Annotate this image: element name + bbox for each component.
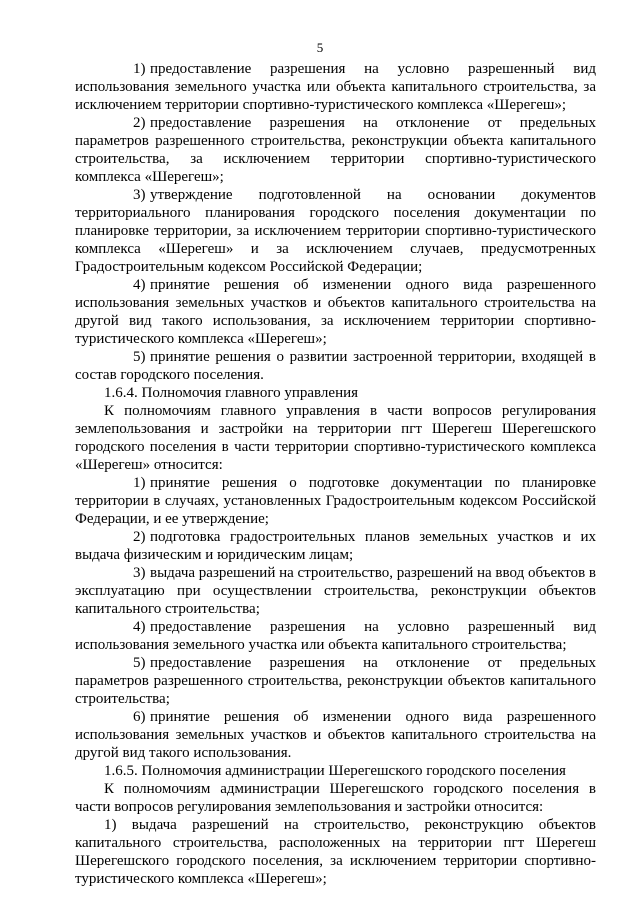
list-item bbox=[75, 186, 596, 276]
item-text: предоставление разрешения на условно разрешенный вид использования земельного участка или объекта капитального строительства; bbox=[75, 619, 596, 653]
heading-text: 1.6.4. Полномочия главного управления bbox=[104, 385, 359, 401]
list-item bbox=[75, 528, 596, 564]
page-number: 5 bbox=[316, 40, 324, 55]
list-item bbox=[75, 816, 596, 888]
item-text: подготовка градостроительных планов земельных участков и их выдача физическим и юридическим лицам; bbox=[75, 529, 596, 563]
list-item bbox=[75, 564, 596, 618]
item-number: 3) bbox=[133, 187, 146, 203]
item-text: предоставление разрешения на отклонение от предельных параметров разрешенного строительства, реконструкции объектов капитального строительства; bbox=[75, 655, 596, 707]
item-number: 2) bbox=[133, 529, 146, 545]
item-text: принятие решения о подготовке документации по планировке территории в случаях, установленных Градостроительным кодексом Российской Федерации, и ее утверждение; bbox=[75, 475, 596, 527]
item-number: 4) bbox=[133, 619, 146, 635]
item-number: 3) bbox=[133, 565, 146, 581]
paragraph-text: К полномочиям администрации Шерегешского городского поселения в части вопросов регулирования землепользования и застройки относится: bbox=[75, 781, 596, 815]
item-text: принятие решения об изменении одного вида разрешенного использования земельных участков и объектов капитального строительства на другой вид такого использования. bbox=[75, 709, 596, 761]
list-item bbox=[75, 618, 596, 654]
item-number: 5) bbox=[133, 349, 146, 365]
item-text: принятие решения об изменении одного вида разрешенного использования земельных участков и объектов капитального строительства на другой вид такого использования, за исключением территории спортивно-туристического комплекса «Шерегеш»; bbox=[75, 277, 596, 347]
list-item bbox=[75, 474, 596, 528]
item-number: 1) bbox=[133, 475, 146, 491]
heading-text: 1.6.5. Полномочия администрации Шерегешского городского поселения bbox=[104, 763, 566, 779]
item-text: 1) выдача разрешений на строительство, реконструкцию объектов капитального строительства, расположенных на территории пгт Шерегеш Шерегешского городского поселения, за исключением территории спортивно-туристического комплекса «Шерегеш»; bbox=[75, 817, 596, 887]
list-item bbox=[75, 276, 596, 348]
item-number: 4) bbox=[133, 277, 146, 293]
item-text: предоставление разрешения на отклонение от предельных параметров разрешенного строительства, реконструкции объекта капитального строительства, за исключением территории спортивно-туристического комплекса «Шерегеш»; bbox=[75, 115, 596, 185]
section-heading bbox=[75, 384, 596, 402]
paragraph-text: К полномочиям главного управления в части вопросов регулирования землепользования и застройки на территории пгт Шерегеш Шерегешского городского поселения в части территории спортивно-туристического комплекса «Шерегеш» относится: bbox=[75, 403, 596, 473]
item-number: 6) bbox=[133, 709, 146, 725]
item-text: утверждение подготовленной на основании документов территориального планирования городского поселения документации по планировке территории, за исключением территории спортивно-туристического комплекса «Шерегеш» и за исключением случаев, предусмотренных Градостроительным кодексом Российской Федерации; bbox=[75, 187, 596, 275]
list-item bbox=[75, 708, 596, 762]
paragraph bbox=[75, 780, 596, 816]
item-text: принятие решения о развитии застроенной территории, входящей в состав городского поселения. bbox=[75, 349, 596, 383]
list-item bbox=[75, 348, 596, 384]
item-number: 2) bbox=[133, 115, 146, 131]
item-text: предоставление разрешения на условно разрешенный вид использования земельного участка или объекта капитального строительства, за исключением территории спортивно-туристического комплекса «Шерегеш»; bbox=[75, 61, 596, 113]
document-body bbox=[75, 60, 596, 888]
paragraph bbox=[75, 402, 596, 474]
item-text: выдача разрешений на строительство, разрешений на ввод объектов в эксплуатацию при осуществлении строительства, реконструкции объектов капитального строительства; bbox=[75, 565, 596, 617]
list-item bbox=[75, 654, 596, 708]
list-item bbox=[75, 60, 596, 114]
item-number: 1) bbox=[133, 61, 146, 77]
section-heading bbox=[75, 762, 596, 780]
list-item bbox=[75, 114, 596, 186]
item-number: 5) bbox=[133, 655, 146, 671]
